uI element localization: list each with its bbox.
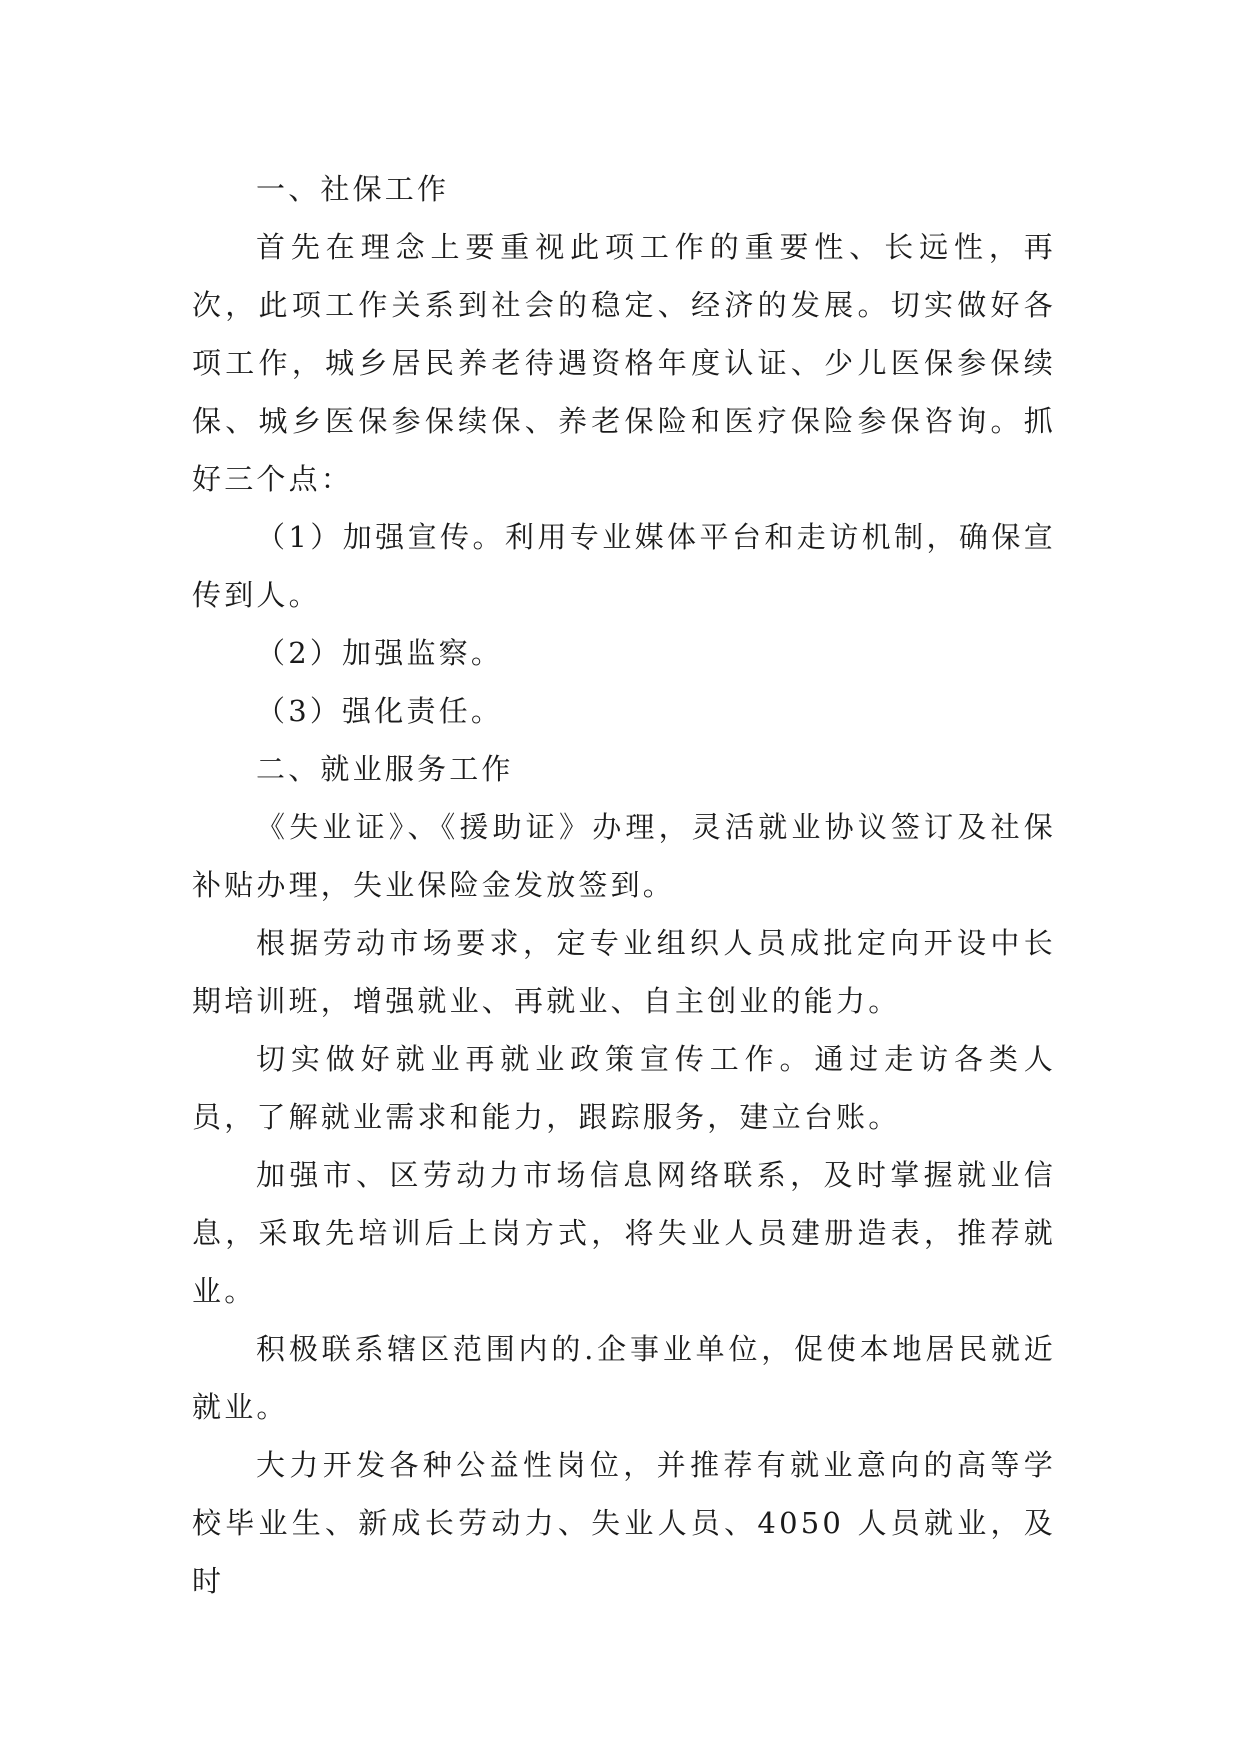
paragraph-public-welfare-posts: 大力开发各种公益性岗位，并推荐有就业意向的高等学校毕业生、新成长劳动力、失业人员、4050 人员就业，及时 bbox=[192, 1448, 1056, 1598]
paragraph-local-enterprises: 积极联系辖区范围内的.企事业单位，促使本地居民就近就业。 bbox=[192, 1332, 1056, 1424]
document-body bbox=[192, 160, 1056, 1610]
paragraph-labor-market-network: 加强市、区劳动力市场信息网络联系，及时掌握就业信息，采取先培训后上岗方式，将失业人员建册造表，推荐就业。 bbox=[192, 1158, 1056, 1308]
paragraph-policy-promotion: 切实做好就业再就业政策宣传工作。通过走访各类人员，了解就业需求和能力，跟踪服务，建立台账。 bbox=[192, 1042, 1056, 1134]
paragraph-social-security-intro: 首先在理念上要重视此项工作的重要性、长远性，再次，此项工作关系到社会的稳定、经济的发展。切实做好各项工作，城乡居民养老待遇资格年度认证、少儿医保参保续保、城乡医保参保续保、养老保险和医疗保险参保咨询。抓好三个点： bbox=[192, 230, 1056, 496]
paragraph-training: 根据劳动市场要求，定专业组织人员成批定向开设中长期培训班，增强就业、再就业、自主创业的能力。 bbox=[192, 926, 1056, 1018]
paragraph-point-3: （3）强化责任。 bbox=[256, 694, 504, 728]
paragraph-point-1: （1）加强宣传。利用专业媒体平台和走访机制，确保宣传到人。 bbox=[192, 520, 1056, 612]
paragraph-point-2: （2）加强监察。 bbox=[256, 636, 504, 670]
section-heading-employment-services: 二、就业服务工作 bbox=[256, 752, 514, 786]
paragraph-certificates: 《失业证》、《援助证》办理，灵活就业协议签订及社保补贴办理，失业保险金发放签到。 bbox=[192, 810, 1056, 902]
section-heading-social-security: 一、社保工作 bbox=[256, 172, 450, 206]
